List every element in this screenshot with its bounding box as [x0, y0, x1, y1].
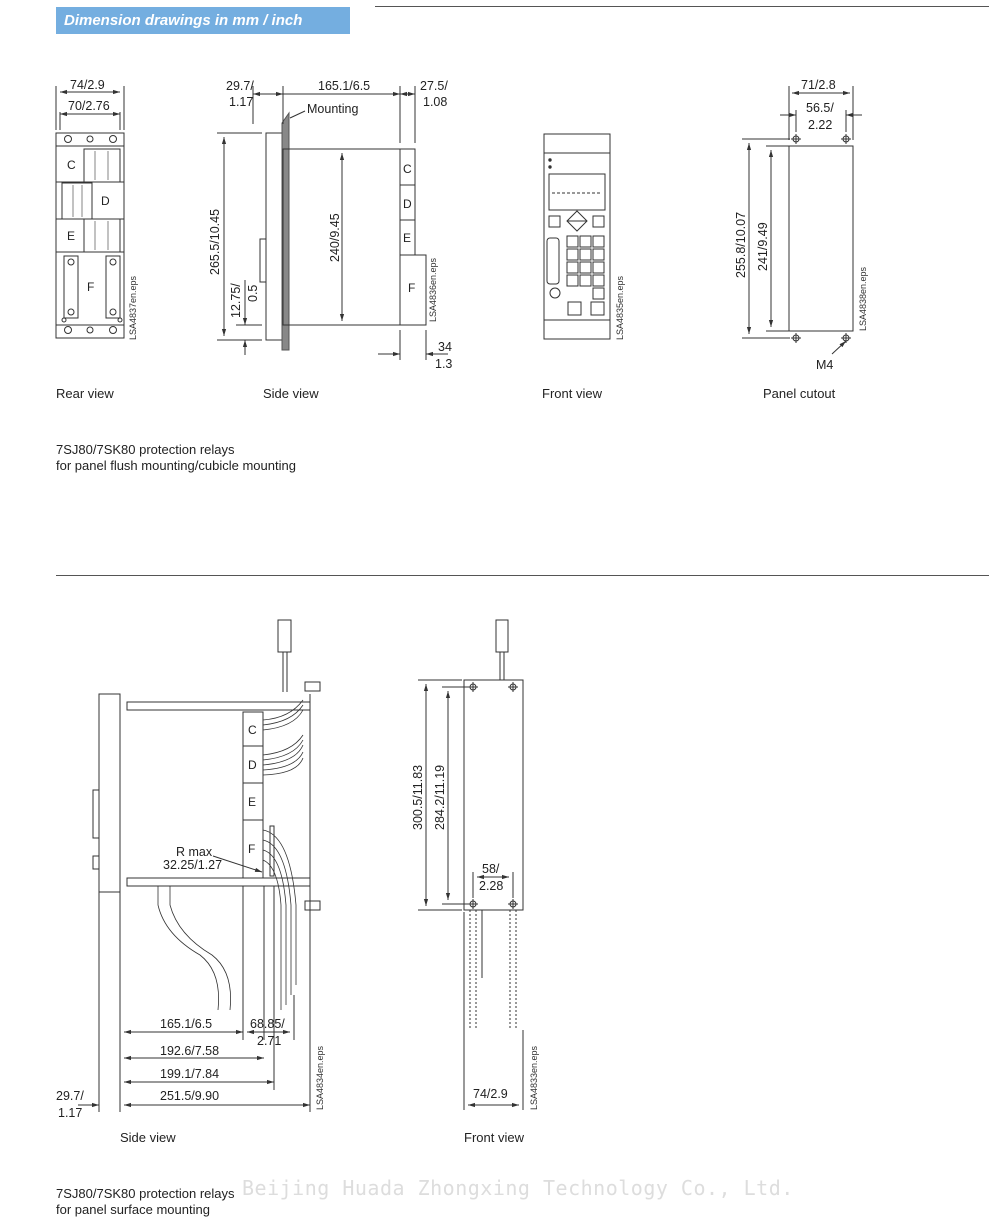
rear-block-c: C: [67, 158, 76, 172]
rear-file-label: LSA4837en.eps: [128, 275, 138, 340]
surface-side-view-labels: [56, 723, 325, 1120]
surface-dim-d4: 199.1/7.84: [160, 1067, 220, 1081]
surface-front-dim-w2: 74/2.9: [473, 1087, 508, 1101]
surface-block-f: F: [248, 842, 256, 856]
caption-side-view: Side view: [263, 386, 319, 401]
side-dim-left-a: 29.7/: [226, 79, 254, 93]
surface-side-file-label: LSA4834en.eps: [315, 1045, 325, 1110]
side-dim-small-b: 0.5: [246, 284, 260, 302]
surface-front-dim-h2: 284.2/11.19: [433, 764, 447, 830]
cutout-dim-inner-a: 56.5/: [806, 101, 834, 115]
rear-dim-inner: 70/2.76: [68, 99, 110, 113]
surface-dim-d1: 165.1/6.5: [160, 1017, 213, 1031]
panel-cutout-drawing: [742, 86, 862, 354]
caption-rear-view: Rear view: [56, 386, 114, 401]
front-file-label: LSA4835en.eps: [615, 275, 625, 340]
side-block-e: E: [403, 231, 412, 245]
surface-dim-d5: 251.5/9.90: [160, 1089, 220, 1103]
side-dim-bottom-a: 34: [438, 340, 452, 354]
surface-front-dim-w1-a: 58/: [482, 862, 500, 876]
rear-block-d: D: [101, 194, 110, 208]
surface-rmax-b: 32.25/1.27: [163, 858, 223, 872]
surface-dim-d6-a: 29.7/: [56, 1089, 84, 1103]
section2-caption-line2: for panel surface mounting: [56, 1202, 210, 1217]
surface-dim-d2-b: 2.71: [257, 1034, 282, 1048]
keypad: [567, 236, 604, 315]
panel-cutout-labels: [734, 78, 868, 372]
front-view-drawing: [544, 134, 610, 339]
surface-dim-d6-b: 1.17: [58, 1106, 83, 1120]
side-dim-small-a: 12.75/: [229, 283, 243, 318]
side-dim-bottom-b: 1.3: [435, 357, 453, 371]
side-block-f: F: [408, 281, 416, 295]
cutout-file-label: LSA4838en.eps: [858, 266, 868, 331]
cutout-dim-top: 71/2.8: [801, 78, 836, 92]
side-block-d: D: [403, 197, 412, 211]
surface-front-dim-w1-b: 2.28: [479, 879, 504, 893]
side-dim-h1: 265.5/10.45: [208, 208, 222, 275]
rear-dim-outer: 74/2.9: [70, 78, 105, 92]
surface-front-dim-h1: 300.5/11.83: [411, 764, 425, 830]
cutout-screw-label: M4: [816, 358, 834, 372]
side-file-label: LSA4836en.eps: [428, 257, 438, 322]
rear-block-e: E: [67, 229, 76, 243]
cutout-dim-h1: 255.8/10.07: [734, 211, 748, 278]
surface-block-c: C: [248, 723, 257, 737]
side-dim-right-b: 1.08: [423, 95, 448, 109]
surface-dim-d3: 192.6/7.58: [160, 1044, 220, 1058]
front-view-labels: [615, 275, 625, 340]
caption-front-view: Front view: [542, 386, 602, 401]
caption-panel-cutout: Panel cutout: [763, 386, 836, 401]
side-dim-top: 165.1/6.5: [318, 79, 371, 93]
rear-view-drawing: [56, 86, 124, 338]
surface-front-view-drawing: [418, 620, 523, 1110]
section1-caption-line2: for panel flush mounting/cubicle mounting: [56, 458, 296, 473]
cutout-dim-h2: 241/9.49: [756, 222, 770, 271]
caption-surface-side-view: Side view: [120, 1130, 176, 1145]
cutout-dim-inner-b: 2.22: [808, 118, 833, 132]
side-dim-h2: 240/9.45: [328, 213, 342, 262]
watermark: Beijing Huada Zhongxing Technology Co., Ltd.: [242, 1176, 794, 1200]
caption-surface-front-view: Front view: [464, 1130, 524, 1145]
rear-block-f: F: [87, 280, 95, 294]
section1-caption-line1: 7SJ80/7SK80 protection relays: [56, 442, 235, 457]
surface-rmax-a: R max: [176, 845, 213, 859]
surface-block-e: E: [248, 795, 257, 809]
surface-dim-d2-a: 68.85/: [250, 1017, 285, 1031]
section-header-title: Dimension drawings in mm / inch: [64, 12, 303, 29]
side-view-labels: [208, 79, 452, 371]
side-dim-right-a: 27.5/: [420, 79, 448, 93]
surface-front-view-labels: [411, 765, 539, 1110]
surface-front-file-label: LSA4833en.eps: [529, 1045, 539, 1110]
side-block-c: C: [403, 162, 412, 176]
side-mounting-label: Mounting: [307, 102, 359, 116]
side-dim-left-b: 1.17: [229, 95, 254, 109]
surface-block-d: D: [248, 758, 257, 772]
section2-caption-line1: 7SJ80/7SK80 protection relays: [56, 1186, 235, 1201]
